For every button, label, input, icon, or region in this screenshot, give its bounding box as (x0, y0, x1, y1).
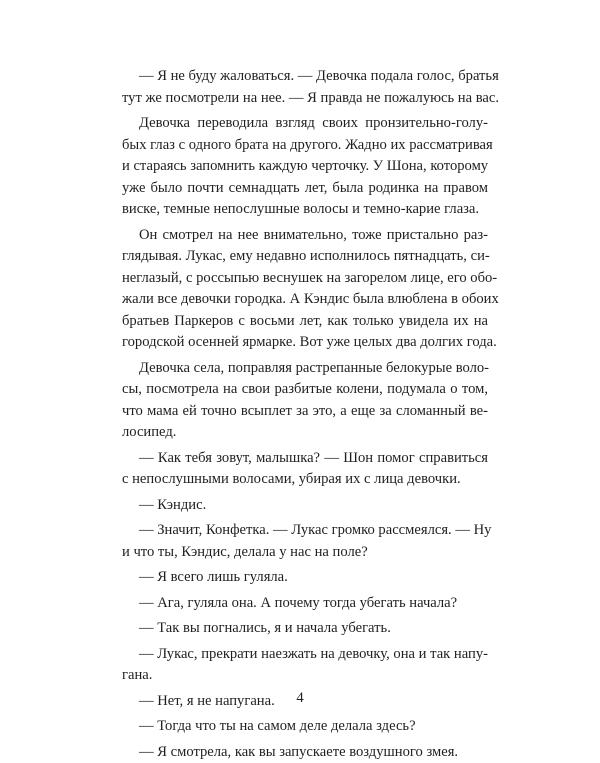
text-line: и стараясь запомнить каждую черточку. У Шона, которому (122, 156, 488, 178)
text-line: — Как тебя зовут, малышка? — Шон помог справиться (122, 448, 488, 470)
text-line: — Значит, Конфетка. — Лукас громко рассмеялся. — Ну (122, 520, 488, 542)
paragraph (122, 358, 488, 444)
paragraph (122, 225, 488, 354)
text-line: братьев Паркеров с восьми лет, как только увидела их на (122, 311, 488, 333)
paragraph (122, 567, 488, 589)
text-line: жали все девочки городка. А Кэндис была влюблена в обоих (122, 289, 488, 311)
text-line: — Тогда что ты на самом деле делала здесь? (122, 716, 488, 738)
paragraph (122, 593, 488, 615)
text-line: глядывая. Лукас, ему недавно исполнилось пятнадцать, си- (122, 246, 488, 268)
paragraph (122, 66, 488, 109)
paragraph (122, 520, 488, 563)
text-line: — Так вы погнались, я и начала убегать. (122, 618, 488, 640)
text-line: городской осенней ярмарке. Вот уже целых два долгих года. (122, 332, 488, 354)
paragraph (122, 742, 488, 763)
paragraph (122, 495, 488, 517)
text-line: уже было почти семнадцать лет, была родинка на правом (122, 178, 488, 200)
text-line: — Ага, гуляла она. А почему тогда убегать начала? (122, 593, 488, 615)
paragraph (122, 113, 488, 221)
text-line: лосипед. (122, 422, 488, 444)
paragraph (122, 716, 488, 738)
text-line: и что ты, Кэндис, делала у нас на поле? (122, 542, 488, 564)
text-line: что мама ей точно всыплет за это, а еще за сломанный ве- (122, 401, 488, 423)
text-line: — Кэндис. (122, 495, 488, 517)
text-line: неглазый, с россыпью веснушек на загорелом лице, его обо- (122, 268, 488, 290)
text-line: Девочка села, поправляя растрепанные белокурые воло- (122, 358, 488, 380)
page-number: 4 (0, 690, 600, 707)
text-line: — Лукас, прекрати наезжать на девочку, она и так напу- (122, 644, 488, 666)
text-line: тут же посмотрели на нее. — Я правда не пожалуюсь на вас. (122, 88, 488, 110)
text-line: — Я всего лишь гуляла. (122, 567, 488, 589)
text-line: гана. (122, 665, 488, 687)
text-line: — Я не буду жаловаться. — Девочка подала голос, братья (122, 66, 488, 88)
paragraph (122, 618, 488, 640)
text-line: бых глаз с одного брата на другого. Жадно их рассматривая (122, 135, 488, 157)
body-text (122, 66, 488, 763)
text-line: — Нет, я не напугана. (122, 691, 488, 713)
text-line: виске, темные непослушные волосы и темно-карие глаза. (122, 199, 488, 221)
text-line: Он смотрел на нее внимательно, тоже пристально раз- (122, 225, 488, 247)
paragraph (122, 644, 488, 687)
text-line: сы, посмотрела на свои разбитые колени, подумала о том, (122, 379, 488, 401)
paragraph (122, 448, 488, 491)
text-line: с непослушными волосами, убирая их с лица девочки. (122, 469, 488, 491)
text-line: — Я смотрела, как вы запускаете воздушного змея. (122, 742, 488, 763)
text-line: Девочка переводила взгляд своих пронзительно-голу- (122, 113, 488, 135)
